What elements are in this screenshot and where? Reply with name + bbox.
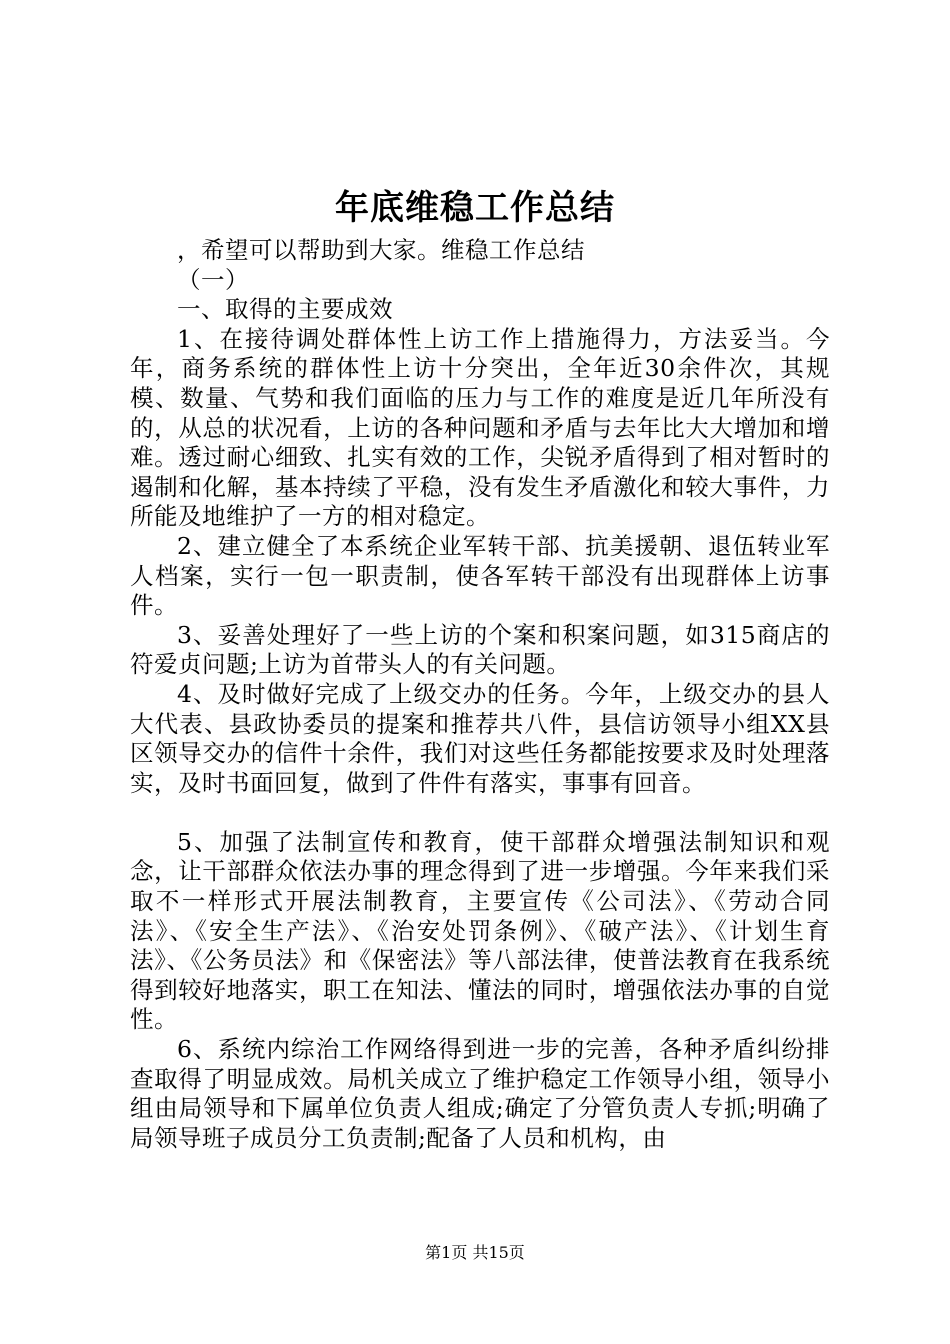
intro-line: ，希望可以帮助到大家。维稳工作总结 [177,236,585,264]
section-number: （一） [177,265,249,294]
document-body [130,236,830,1153]
paragraph-4: 4、及时做好完成了上级交办的任务。今年，上级交办的县人大代表、县政协委员的提案和推荐共八件，县信访领导小组XX县区领导交办的信件十余件，我们对这些任务都能按要求及时处理落实，及时书面回复，做到了件件有落实，事事有回音。 [130,679,830,797]
paragraph-1: 1、在接待调处群体性上访工作上措施得力，方法妥当。今年，商务系统的群体性上访十分突出，全年近30余件次，其规模、数量、气势和我们面临的压力与工作的难度是近几年所没有的，从总的状况看，上访的各种问题和矛盾与去年比大大增加和增难。透过耐心细致、扎实有效的工作，尖锐矛盾得到了相对暂时的遏制和化解，基本持续了平稳，没有发生矛盾激化和较大事件，力所能及地维护了一方的相对稳定。 [130,324,830,531]
paragraph-5: 5、加强了法制宣传和教育，使干部群众增强法制知识和观念，让干部群众依法办事的理念得到了进一步增强。今年来我们采取不一样形式开展法制教育，主要宣传《公司法》、《劳动合同法》、《安全生产法》、《治安处罚条例》、《破产法》、《计划生育法》、《公务员法》和《保密法》等八部法律，使普法教育在我系统得到较好地落实，职工在知法、懂法的同时，增强依法办事的自觉性。 [130,827,830,1034]
section-heading: 一、取得的主要成效 [177,295,393,324]
paragraph-2: 2、建立健全了本系统企业军转干部、抗美援朝、退伍转业军人档案，实行一包一职责制，使各军转干部没有出现群体上访事件。 [130,531,830,620]
paragraph-6: 6、系统内综治工作网络得到进一步的完善，各种矛盾纠纷排查取得了明显成效。局机关成立了维护稳定工作领导小组，领导小组由局领导和下属单位负责人组成;确定了分管负责人专抓;明确了局领导班子成员分工负责制;配备了人员和机构，由 [130,1035,830,1152]
paragraph-3: 3、妥善处理好了一些上访的个案和积案问题，如315商店的符爱贞问题;上访为首带头人的有关问题。 [130,620,830,679]
page-number-footer: 第1页 共15页 [425,1243,525,1262]
document-title: 年底维稳工作总结 [335,188,615,228]
